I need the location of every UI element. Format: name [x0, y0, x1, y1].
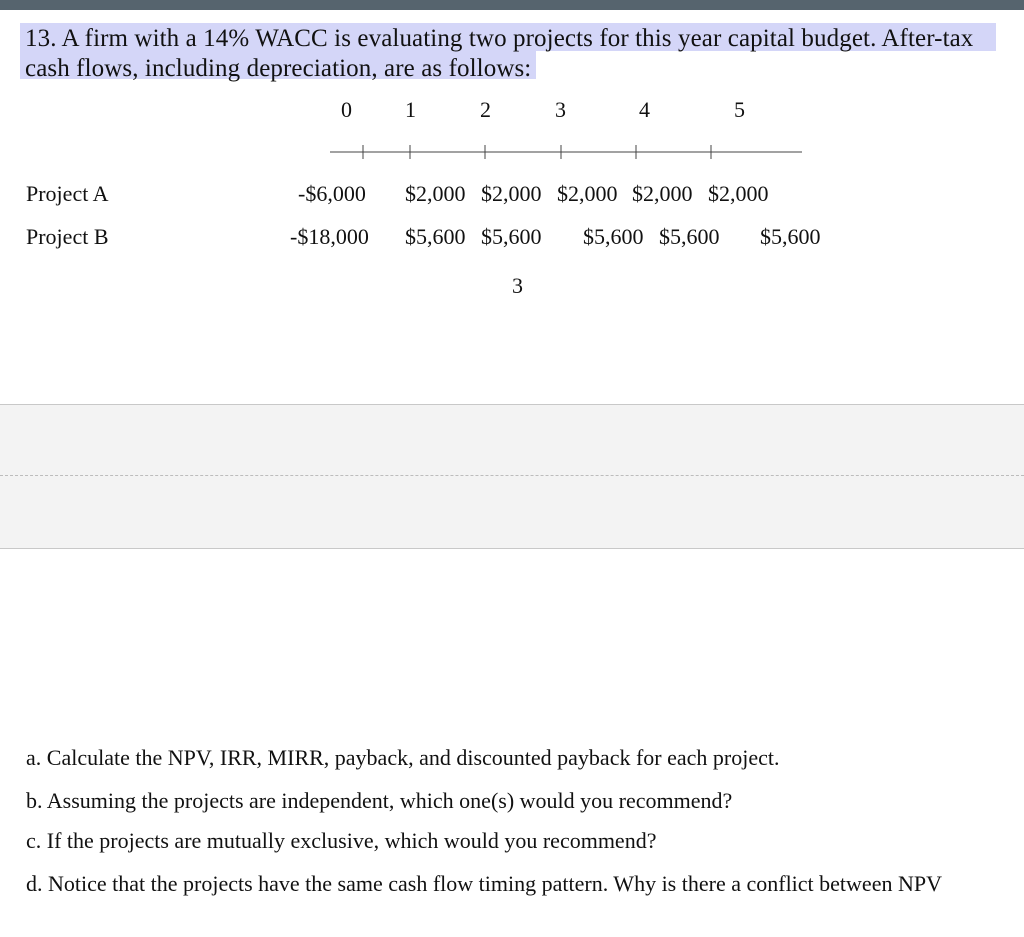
part-a: a. Calculate the NPV, IRR, MIRR, payback, and discounted payback for each project. [26, 745, 780, 770]
cash-flow-cell: $5,600 [760, 224, 821, 249]
project-label: Project B [26, 224, 109, 249]
cash-flow-cell: $2,000 [632, 181, 693, 206]
cash-flow-cell: $2,000 [405, 181, 466, 206]
year-label: 0 [341, 97, 352, 122]
year-label: 1 [405, 97, 416, 122]
cash-flow-cell: $5,600 [659, 224, 720, 249]
timeline-axis [0, 0, 1024, 170]
page-number: 3 [512, 273, 523, 298]
part-d: d. Notice that the projects have the same cash flow timing pattern. Why is there a conflict between NPV [26, 871, 942, 896]
page-break-band [0, 404, 1024, 549]
part-c: c. If the projects are mutually exclusive, which would you recommend? [26, 828, 657, 853]
year-label: 3 [555, 97, 566, 122]
year-label: 4 [639, 97, 650, 122]
part-b: b. Assuming the projects are independent, which one(s) would you recommend? [26, 788, 733, 813]
cash-flow-cell: $5,600 [481, 224, 542, 249]
cash-flow-cell: $5,600 [405, 224, 466, 249]
question-text[interactable]: 13. A firm with a 14% WACC is evaluating two projects for this year capital budget. After-tax cash flows, including depreciation, are as follows: [25, 25, 974, 82]
cash-flow-cell: -$6,000 [298, 181, 366, 206]
cash-flow-cell: $2,000 [481, 181, 542, 206]
year-label: 2 [480, 97, 491, 122]
cash-flow-cell: $2,000 [708, 181, 769, 206]
cash-flow-cell: -$18,000 [290, 224, 369, 249]
cash-flow-cell: $2,000 [557, 181, 618, 206]
project-label: Project A [26, 181, 109, 206]
page-break-line [0, 475, 1024, 476]
cash-flow-cell: $5,600 [583, 224, 644, 249]
year-label: 5 [734, 97, 745, 122]
